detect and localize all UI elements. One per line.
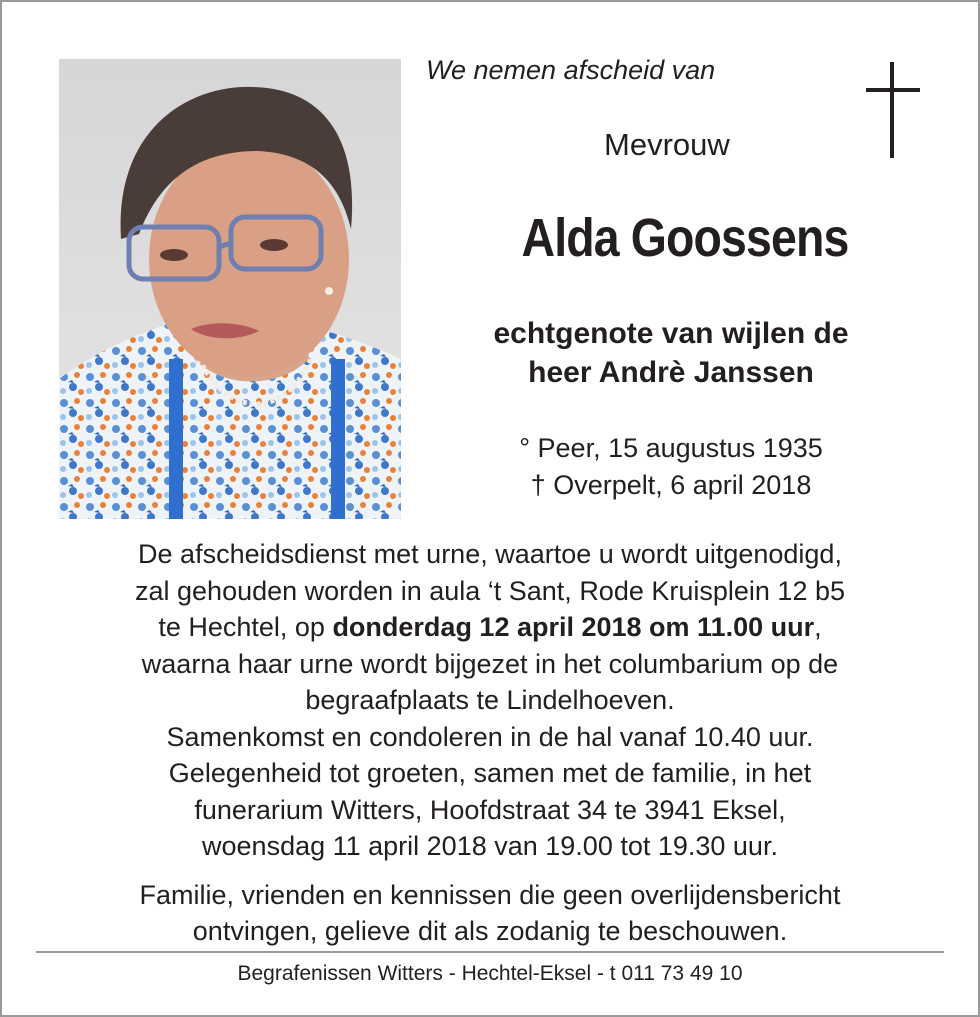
service-line-date [40, 609, 940, 646]
portrait-photo [59, 59, 401, 519]
death-cross-icon: † [530, 470, 546, 500]
service-line: De afscheidsdienst met urne, waartoe u wordt uitgenodigd, [138, 539, 842, 569]
closing-line: Familie, vrienden en kennissen die geen overlijdensbericht [139, 879, 841, 910]
service-line-prefix: te Hechtel, op [158, 612, 333, 642]
service-line: Gelegenheid tot groeten, samen met de familie, in het [168, 758, 812, 788]
death-date-row [420, 467, 922, 504]
closing-line: ontvingen, gelieve dit als zodanig te beschouwen. [192, 916, 788, 946]
footer-divider [36, 951, 944, 953]
service-line: Samenkomst en condoleren in de hal vanaf 10.40 uur. [166, 721, 814, 752]
service-details [40, 536, 940, 950]
service-line: zal gehouden worden in aula ‘t Sant, Rode Kruisplein 12 b5 [135, 575, 845, 606]
service-date-time: donderdag 12 april 2018 om 11.00 uur [332, 612, 815, 642]
birth-date: ° Peer, 15 augustus 1935 [519, 433, 823, 463]
death-date: Overpelt, 6 april 2018 [545, 470, 812, 500]
service-line: funerarium Witters, Hoofdstraat 34 te 3941 Eksel, [194, 794, 786, 825]
closing-note [40, 877, 940, 950]
title-prefix: Mevrouw [604, 127, 730, 162]
service-line-suffix: , [814, 612, 822, 642]
life-dates [420, 430, 922, 504]
deceased-name: Alda Goossens [521, 208, 849, 268]
spouse-info [420, 314, 922, 392]
funeral-home-footer: Begrafenissen Witters - Hechtel-Eksel - t 011 73 49 10 [237, 962, 743, 985]
service-line: woensdag 11 april 2018 van 19.00 tot 19.30 uur. [202, 831, 778, 861]
cross-icon [866, 62, 920, 158]
service-line: begraafplaats te Lindelhoeven. [305, 685, 675, 715]
spouse-line-1: echtgenote van wijlen de [493, 317, 849, 350]
service-line: waarna haar urne wordt bijgezet in het columbarium op de [141, 648, 839, 679]
spouse-line-2: heer Andrè Janssen [528, 356, 814, 389]
intro-text: We nemen afscheid van [426, 55, 716, 85]
